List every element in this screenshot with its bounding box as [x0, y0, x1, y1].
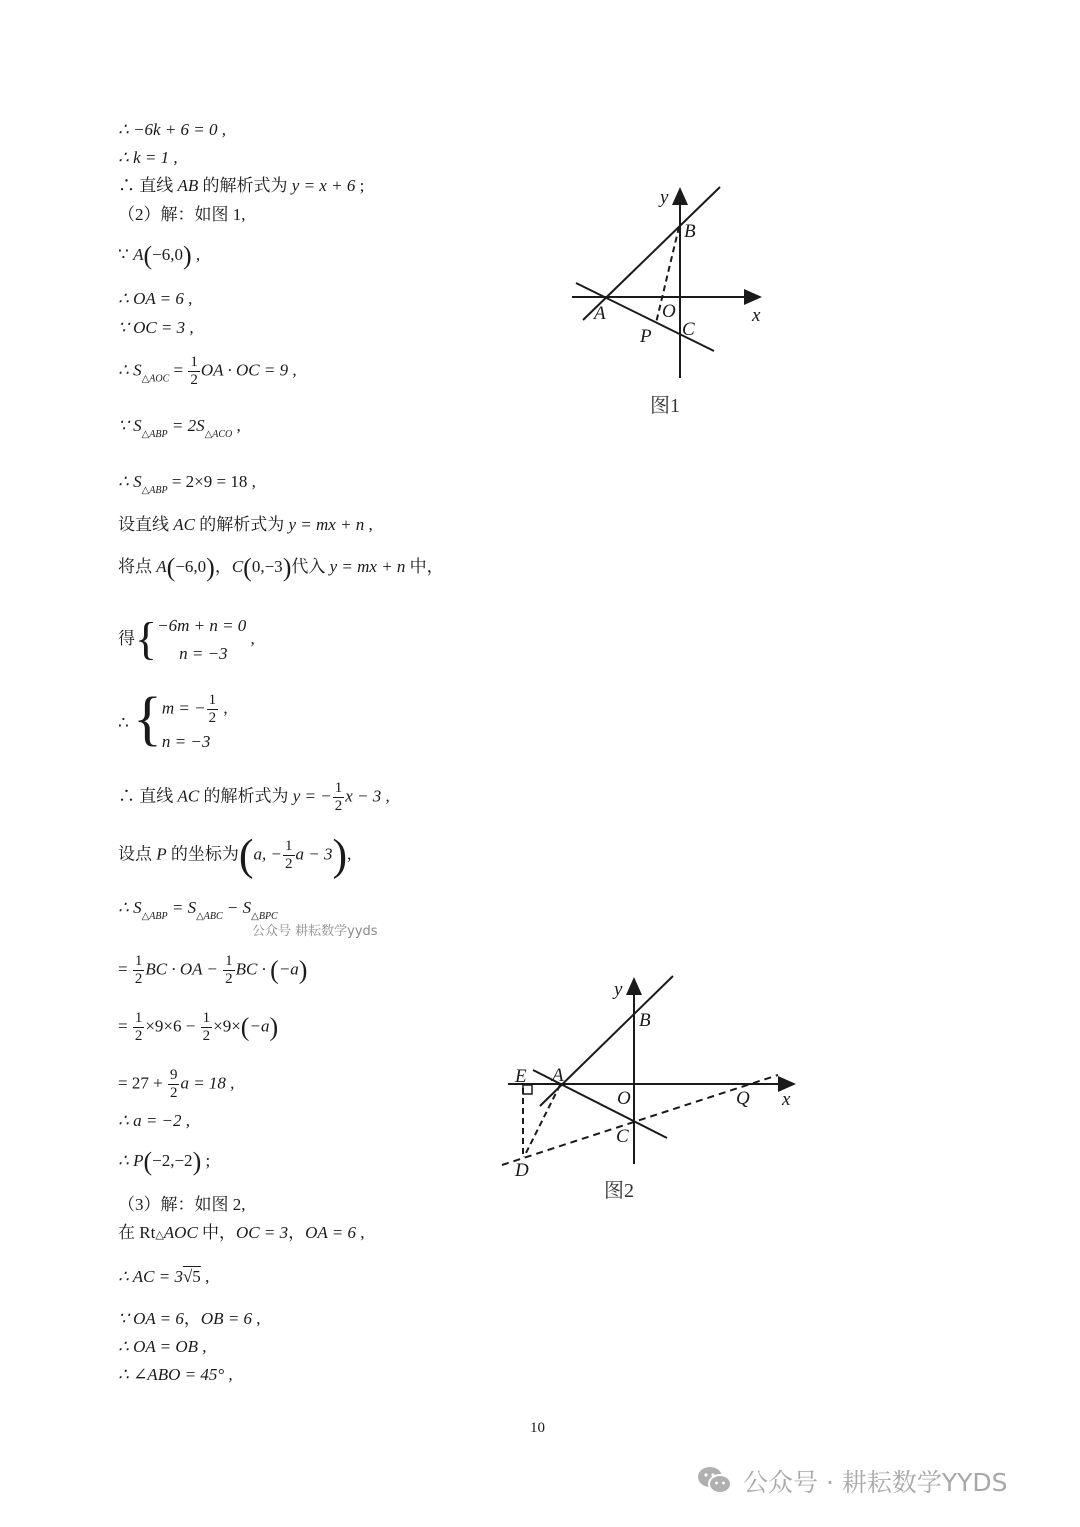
label-p: P	[640, 326, 652, 347]
fraction: $\frac{9}{2}$	[169, 1067, 178, 1101]
line-4: （2）解：如图 1,	[118, 205, 246, 224]
line-8: ∴ $S_{\triangle AOC}$ = $\frac{1}{2}$ OA · OC = 9 ,	[118, 354, 297, 388]
fraction: $\frac{1}{2}$	[190, 354, 198, 388]
watermark: 公众号 耕耘数学yyds	[252, 924, 378, 939]
line-20: = 27 + $\frac{9}{2}$ a = 18 ,	[118, 1067, 235, 1101]
line-28: ∴ ∠ABO = 45° ,	[118, 1365, 233, 1384]
line-1: ∴ −6k + 6 = 0 ,	[118, 120, 227, 139]
fraction: $\frac{1}{2}$	[202, 1010, 211, 1044]
line-15: ∴ 直线 AC 的解析式为 y = − $\frac{1}{2}$ x − 3 ,	[118, 780, 390, 814]
line-23: （3）解：如图 2,	[118, 1195, 246, 1214]
page-number: 10	[530, 1420, 545, 1436]
line-ab	[583, 187, 720, 320]
figure-1	[560, 175, 780, 425]
label-b: B	[684, 221, 696, 242]
label-a: A	[594, 303, 606, 324]
line-17: ∴ $S_{\triangle ABP} = S_{\triangle ABC} - S_{\triangle BPC}$	[118, 898, 278, 922]
equation-system: −6m + n = 0 n = −3	[157, 616, 247, 663]
line-5: ∵ A(−6,0) ,	[118, 241, 201, 270]
line-26: ∵ OA = 6，OB = 6 ,	[118, 1309, 261, 1328]
label-d: D	[515, 1160, 529, 1181]
line-3: ∴ 直线 AB 的解析式为 y = x + 6 ;	[118, 176, 365, 195]
line-12: 将点 A(−6,0)，C(0,−3)代入 y = mx + n 中，	[118, 553, 444, 582]
line-9: ∵ $S_{\triangle ABP} = 2S_{\triangle ACO}$ ,	[118, 416, 241, 440]
label-o: O	[662, 301, 676, 322]
label-a: A	[552, 1065, 564, 1086]
fraction: $\frac{1}{2}$	[134, 953, 143, 987]
fraction: $\frac{1}{2}$	[134, 1010, 143, 1044]
line-7: ∵ OC = 3 ,	[118, 318, 194, 337]
line-21: ∴ a = −2 ,	[118, 1111, 191, 1130]
line-27: ∴ OA = OB ,	[118, 1337, 207, 1356]
line-19: = $\frac{1}{2}$ ×9×6 − $\frac{1}{2}$ ×9×(−a)	[118, 1010, 279, 1044]
fraction: $\frac{1}{2}$	[208, 692, 217, 726]
label-b: B	[639, 1010, 651, 1031]
segment-ad	[524, 1085, 560, 1157]
line-13: 得{ −6m + n = 0 n = −3 ,	[118, 612, 255, 668]
footer-watermark	[697, 1463, 1008, 1499]
line-22: ∴ P(−2,−2) ;	[118, 1147, 211, 1176]
line-25: ∴ AC = 3√5 ,	[118, 1267, 210, 1286]
line-14: ∴ { m = − $\frac{1}{2}$ , n = −3	[118, 692, 228, 757]
line-18: = $\frac{1}{2}$ BC · OA − $\frac{1}{2}$ BC · (−a)	[118, 953, 308, 987]
line-24: 在 Rt△AOC 中，OC = 3，OA = 6 ,	[118, 1223, 365, 1242]
label-q: Q	[736, 1088, 750, 1109]
label-c: C	[616, 1126, 629, 1147]
label-y: y	[660, 187, 669, 208]
label-o: O	[617, 1088, 631, 1109]
label-e: E	[515, 1066, 527, 1087]
footer-text: 公众号 · 耕耘数学YYDS	[743, 1468, 1008, 1497]
line-2: ∴ k = 1 ,	[118, 148, 178, 167]
fraction: $\frac{1}{2}$	[285, 838, 293, 872]
fraction: $\frac{1}{2}$	[334, 780, 343, 814]
line-11: 设直线 AC 的解析式为 y = mx + n ,	[118, 515, 373, 534]
label-y: y	[614, 979, 623, 1000]
wechat-icon	[697, 1466, 733, 1496]
label-c: C	[682, 319, 695, 340]
line-10: ∴ $S_{\triangle ABP} = 2\times 9 = 18$ ,	[118, 472, 256, 496]
line-16: 设点 P 的坐标为(a, − $\frac{1}{2}$ a − 3),	[118, 830, 352, 880]
fraction: $\frac{1}{2}$	[225, 953, 233, 987]
label-x: x	[752, 305, 761, 326]
figure-2	[490, 965, 810, 1210]
equation-system: m = − $\frac{1}{2}$ , n = −3	[161, 692, 228, 751]
label-x: x	[782, 1089, 791, 1110]
figure-1-caption: 图1	[650, 395, 680, 417]
figure-2-caption: 图2	[604, 1180, 634, 1202]
line-6: ∴ OA = 6 ,	[118, 289, 193, 308]
